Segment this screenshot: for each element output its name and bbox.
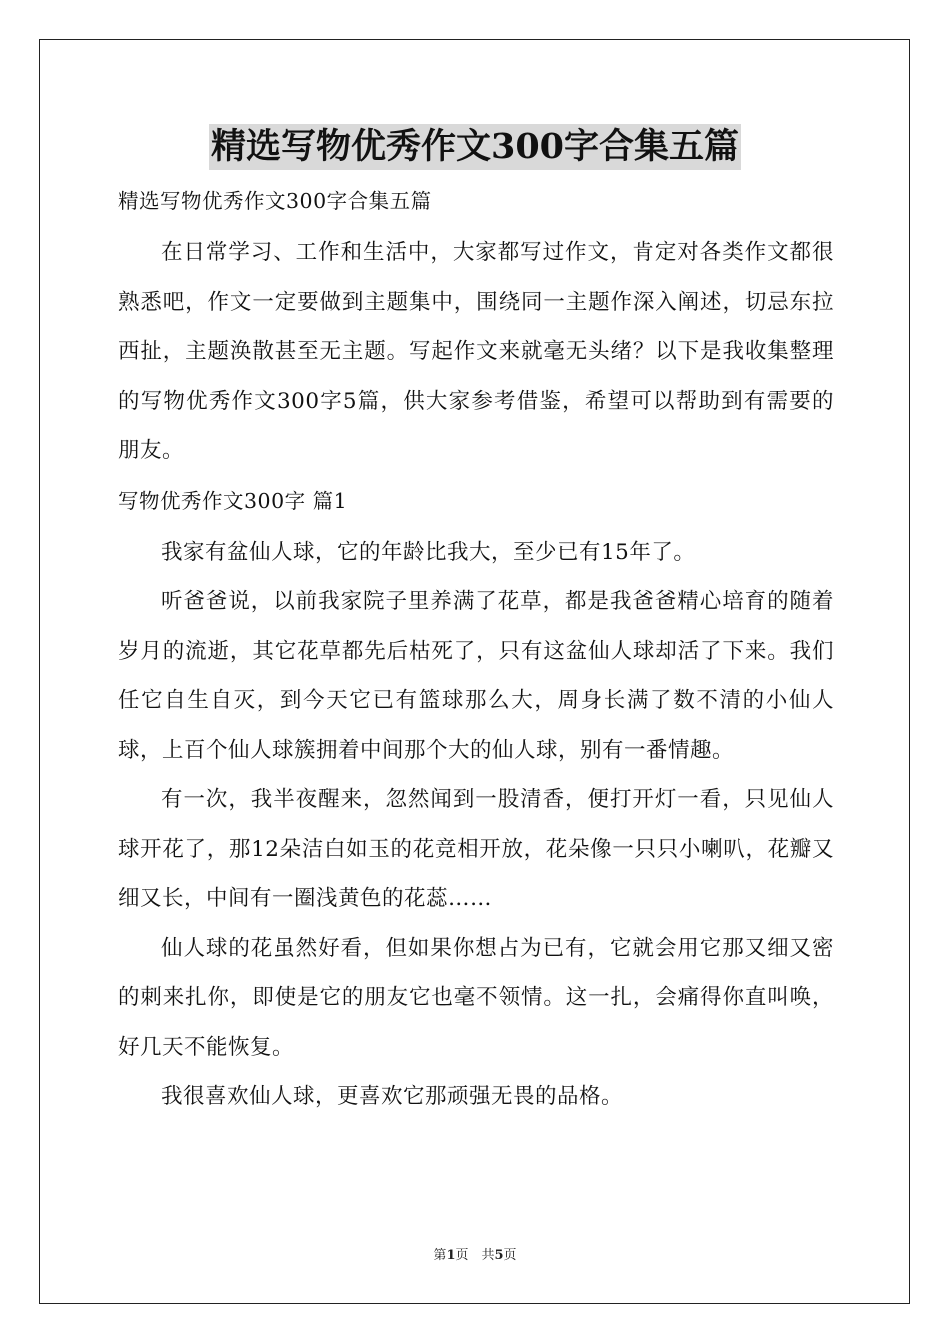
document-title: 精选写物优秀作文300字合集五篇 (209, 124, 741, 170)
document-subtitle: 精选写物优秀作文300字合集五篇 (118, 189, 432, 213)
intro-paragraph: 在日常学习、工作和生活中，大家都写过作文，肯定对各类作文都很熟悉吧，作文一定要做到主题集中，围绕同一主题作深入阐述，切忌东拉西扯，主题涣散甚至无主题。写起作文来就毫无头绪？以下是我收集整理的写物优秀作文300字5篇，供大家参考借鉴，希望可以帮助到有需要的朋友。 (118, 240, 834, 463)
page-total: 5 (494, 1248, 504, 1263)
paragraph-2: 听爸爸说，以前我家院子里养满了花草，都是我爸爸精心培育的随着岁月的流逝，其它花草都先后枯死了，只有这盆仙人球却活了下来。我们任它自生自灭，到今天它已有篮球那么大，周身长满了数不清的小仙人球，上百个仙人球簇拥着中间那个大的仙人球，别有一番情趣。 (118, 589, 834, 763)
section-heading: 写物优秀作文300字 篇1 (118, 488, 348, 513)
paragraph-1: 我家有盆仙人球，它的年龄比我大，至少已有15年了。 (161, 539, 696, 565)
paragraph-3: 有一次，我半夜醒来，忽然闻到一股清香，便打开灯一看，只见仙人球开花了，那12朵洁白如玉的花竞相开放，花朵像一只只小喇叭，花瓣又细又长，中间有一圈浅黄色的花蕊…… (118, 787, 834, 911)
paragraph-4: 仙人球的花虽然好看，但如果你想占为已有，它就会用它那又细又密的刺来扎你，即使是它的朋友它也毫不领情。这一扎，会痛得你直叫唤，好几天不能恢复。 (118, 935, 834, 1060)
page-prefix: 第 (433, 1248, 447, 1263)
title-container (0, 124, 950, 170)
page-footer (0, 1244, 950, 1263)
page-current: 1 (446, 1248, 456, 1263)
document-body (118, 178, 834, 1122)
page-mid: 页 共 (455, 1248, 495, 1263)
page-suffix: 页 (503, 1248, 517, 1263)
paragraph-5: 我很喜欢仙人球，更喜欢它那顽强无畏的品格。 (161, 1084, 624, 1109)
